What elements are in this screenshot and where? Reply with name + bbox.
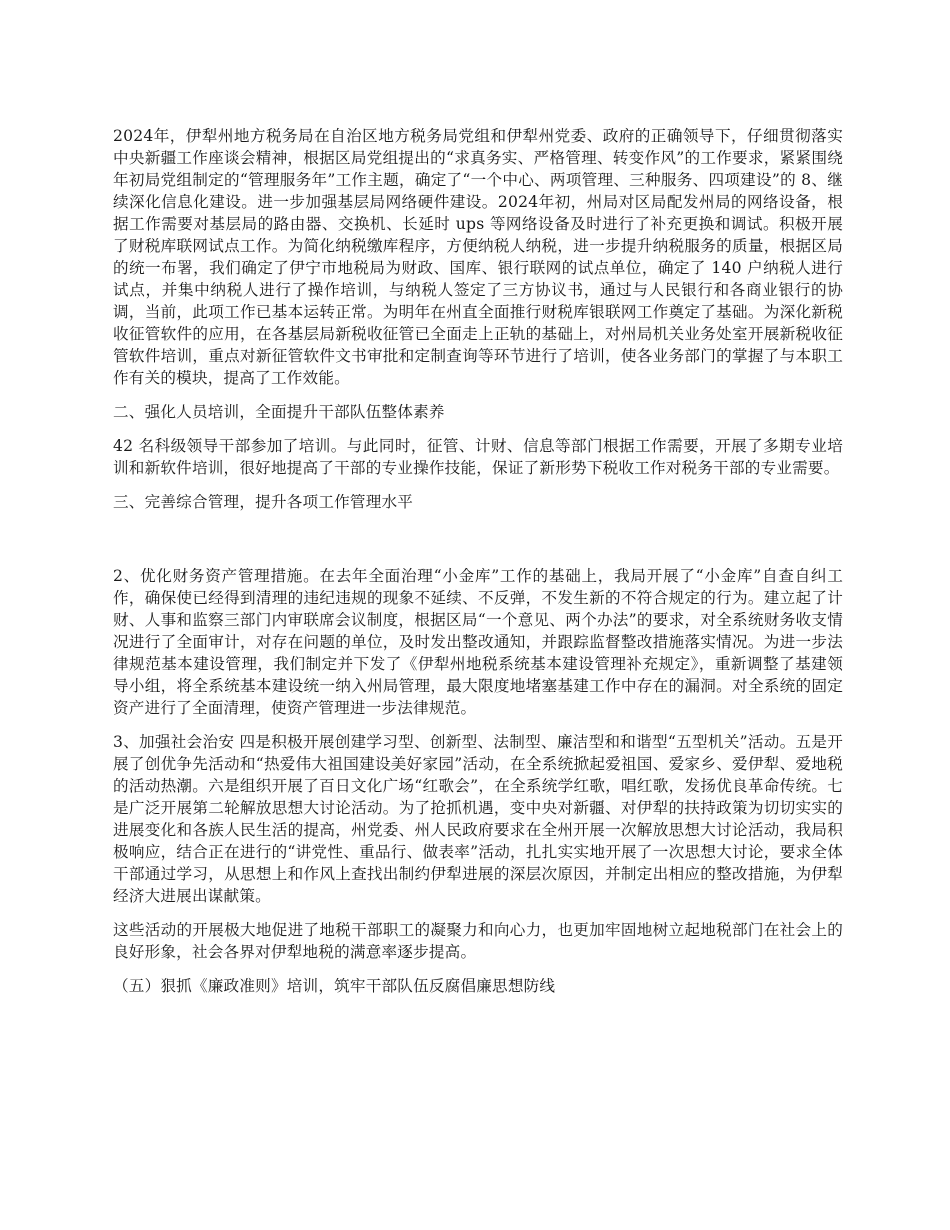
section-heading-three: 三、完善综合管理，提升各项工作管理水平: [113, 493, 414, 511]
paragraph-security: 3、加强社会治安 四是积极开展创建学习型、创新型、法制型、廉洁型和和谐型“五型机关”活动。五是开展了创优争先活动和“热爱伟大祖国建设美好家园”活动，在全系统掀起爱祖国、爱家乡、爱伊犁、爱地税的活动热潮。六是组织开展了百日文化广场“红歌会”，在全系统学红歌，唱红歌，发扬优良革命传统。七是广泛开展第二轮解放思想大讨论活动。为了抢抓机遇，变中央对新疆、对伊犁的扶持政策为切切实实的进展变化和各族人民生活的提高，州党委、州人民政府要求在全州开展一次解放思想大讨论活动，我局积极响应，结合正在进行的“讲党性、重品行、做表率”活动，扎扎实实地开展了一次思想大讨论，要求全体干部通过学习，从思想上和作风上查找出制约伊犁进展的深层次原因，并制定出相应的整改措施，为伊犁经济大进展出谋献策。: [113, 733, 843, 905]
document-body: [113, 125, 843, 1009]
section-heading-five: （五）狠抓《廉政准则》培训，筑牢干部队伍反腐倡廉思想防线: [113, 977, 556, 995]
paragraph-training: 42 名科级领导干部参加了培训。与此同时，征管、计财、信息等部门根据工作需要，开展了多期专业培训和新软件培训，很好地提高了干部的专业操作技能，保证了新形势下税收工作对税务干部的专业需要。: [113, 437, 843, 477]
section-heading-two: 二、强化人员培训，全面提升干部队伍整体素养: [113, 403, 445, 421]
blank-gap: [113, 525, 843, 565]
paragraph-results: 这些活动的开展极大地促进了地税干部职工的凝聚力和向心力，也更加牢固地树立起地税部门在社会上的良好形象，社会各界对伊犁地税的满意率逐步提高。: [113, 921, 843, 961]
paragraph-intro: 2024年，伊犁州地方税务局在自治区地方税务局党组和伊犁州党委、政府的正确领导下，仔细贯彻落实中央新疆工作座谈会精神，根据区局党组提出的“求真务实、严格管理、转变作风”的工作要求，紧紧围绕年初局党组制定的“管理服务年”工作主题，确定了“一个中心、两项管理、三种服务、四项建设”的 8、继续深化信息化建设。进一步加强基层局网络硬件建设。2024年初，州局对区局配发州局的网络设备，根据工作需要对基层局的路由器、交换机、长延时 ups 等网络设备及时进行了补充更换和调试。积极开展了财税库联网试点工作。为简化纳税缴库程序，方便纳税人纳税，进一步提升纳税服务的质量，根据区局的统一布署，我们确定了伊宁市地税局为财政、国库、银行联网的试点单位，确定了 140 户纳税人进行试点，并集中纳税人进行了操作培训，与纳税人签定了三方协议书，通过与人民银行和各商业银行的协调，当前，此项工作已基本运转正常。为明年在州直全面推行财税库银联网工作奠定了基础。为深化新税收征管软件的应用，在各基层局新税收征管已全面走上正轨的基础上，对州局机关业务处室开展新税收征管软件培训，重点对新征管软件文书审批和定制查询等环节进行了培训，使各业务部门的掌握了与本职工作有关的模块，提高了工作效能。: [113, 127, 843, 387]
paragraph-finance: 2、优化财务资产管理措施。在去年全面治理“小金库”工作的基础上，我局开展了“小金库”自查自纠工作，确保使已经得到清理的违纪违规的现象不延续、不反弹，不发生新的不符合规定的行为。建立起了计财、人事和监察三部门内审联席会议制度，根据区局“一个意见、两个办法”的要求，对全系统财务收支情况进行了全面审计，对存在问题的单位，及时发出整改通知，并跟踪监督整改措施落实情况。为进一步法律规范基本建设管理，我们制定并下发了《伊犁州地税系统基本建设管理补充规定》，重新调整了基建领导小组，将全系统基本建设统一纳入州局管理，最大限度地堵塞基建工作中存在的漏洞。对全系统的固定资产进行了全面清理，使资产管理进一步法律规范。: [113, 567, 843, 717]
